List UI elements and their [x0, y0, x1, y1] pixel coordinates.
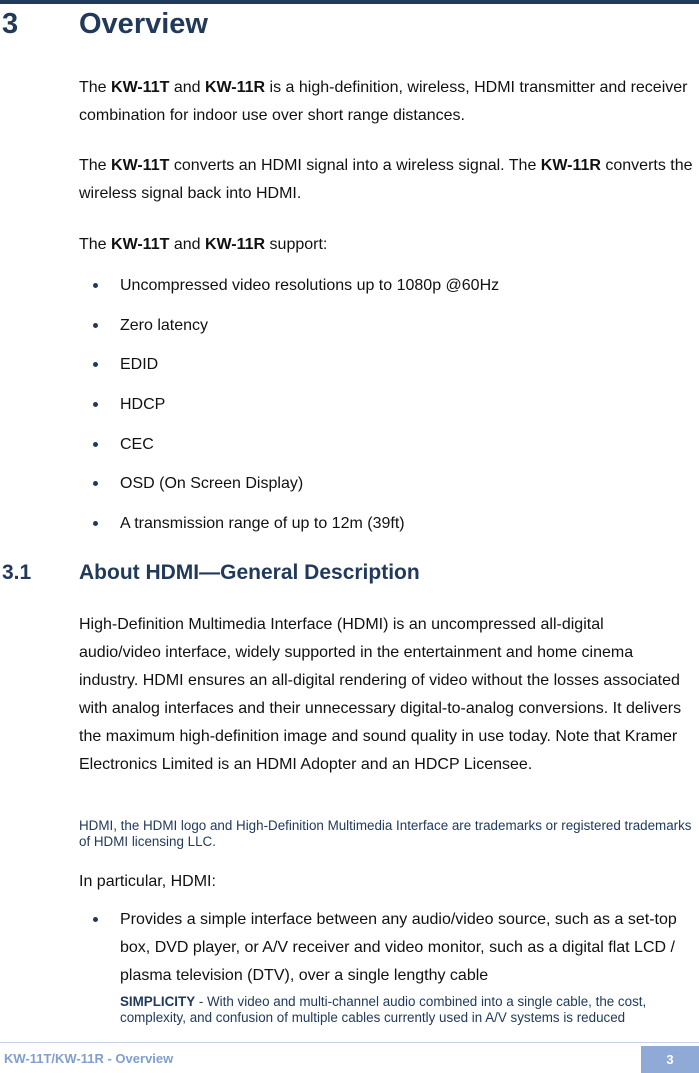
intro-paragraph-3: The KW-11T and KW-11R support: — [79, 236, 328, 253]
bullet-icon — [93, 283, 98, 288]
footer-title: KW-11T/KW-11R - Overview — [4, 1051, 174, 1066]
bullet-icon — [93, 521, 98, 526]
subsection-title: About HDMI—General Description — [79, 561, 420, 584]
bullet-icon — [93, 917, 98, 922]
list-item: CEC — [0, 425, 699, 465]
product-name: KW-11T — [111, 157, 170, 174]
section-title: Overview — [79, 8, 208, 40]
section-number: 3 — [2, 8, 19, 40]
footer-divider — [0, 1042, 699, 1043]
simplicity-note: SIMPLICITY - With video and multi-channel audio combined into a single cable, the cost, complexity, and confusion of multiple cables currently used in A/V systems is reduced — [120, 994, 647, 1025]
in-particular-text: In particular, HDMI: — [79, 873, 216, 890]
intro-paragraph-1: The KW-11T and KW-11R is a high-definition, wireless, HDMI transmitter and receiver combination for indoor use over short range distances. — [79, 79, 688, 124]
list-item: EDID — [0, 345, 699, 385]
product-name: KW-11R — [204, 79, 266, 96]
trademark-note: HDMI, the HDMI logo and High-Definition Multimedia Interface are trademarks or registered trademarks of HDMI licensing LLC. — [79, 818, 692, 849]
feature-list — [0, 266, 699, 544]
list-item: Provides a simple interface between any audio/video source, such as a set-top box, DVD player, or A/V receiver and video monitor, such as a digital flat LCD / plasma television (DTV), over a single lengthy cable — [120, 911, 677, 984]
bullet-icon — [93, 481, 98, 486]
list-item: OSD (On Screen Display) — [0, 464, 699, 504]
list-item: Uncompressed video resolutions up to 1080p @60Hz — [0, 266, 699, 306]
simplicity-label: SIMPLICITY — [120, 994, 196, 1009]
list-item: A transmission range of up to 12m (39ft) — [0, 504, 699, 544]
subsection-number: 3.1 — [2, 561, 32, 584]
hdmi-description: High-Definition Multimedia Interface (HDMI) is an uncompressed all-digital audio/video interface, widely supported in the entertainment and home cinema industry. HDMI ensures an all-digital rendering of video without the losses associated with analog interfaces and their unnecessary digital-to-analog conversions. It delivers the maximum high-definition image and sound quality in use today. Note that Kramer Electronics Limited is an HDMI Adopter and an HDCP Licensee. — [79, 616, 682, 773]
bullet-icon — [93, 323, 98, 328]
page-number-badge: 3 — [641, 1046, 699, 1073]
product-name: KW-11T — [111, 236, 170, 253]
intro-paragraph-2: The KW-11T converts an HDMI signal into a wireless signal. The KW-11R converts the wireless signal back into HDMI. — [79, 157, 693, 202]
product-name: KW-11T — [111, 79, 170, 96]
product-name: KW-11R — [540, 157, 601, 174]
bullet-icon — [93, 402, 98, 407]
list-item: Zero latency — [0, 306, 699, 346]
product-name: KW-11R — [204, 236, 266, 253]
bullet-icon — [93, 362, 98, 367]
list-item: HDCP — [0, 385, 699, 425]
bullet-icon — [93, 442, 98, 447]
